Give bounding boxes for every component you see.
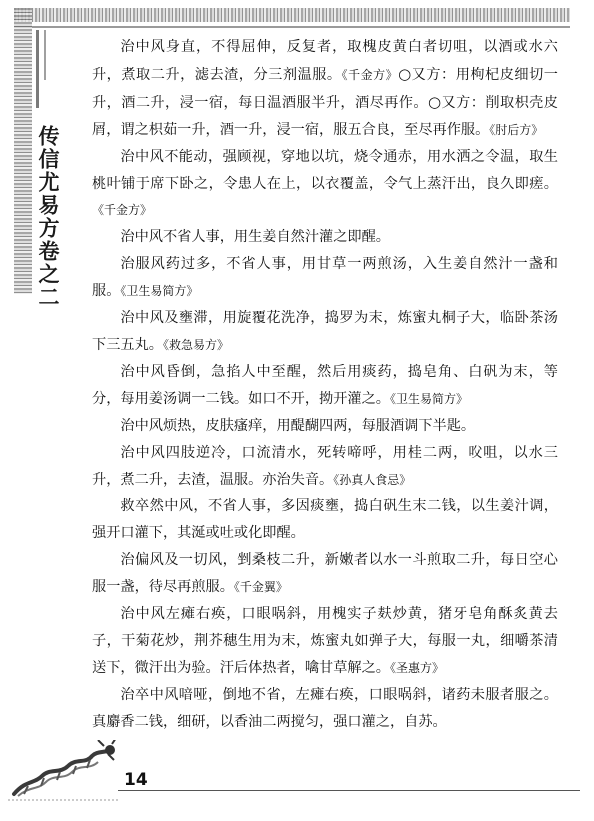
page-body bbox=[92, 34, 558, 736]
paragraph-text: 治中风及壅滞，用旋覆花洗净，捣罗为末，炼蜜丸桐子大，临卧茶汤下三五丸。 bbox=[92, 310, 558, 353]
prescription-paragraph bbox=[92, 251, 558, 305]
page-number: 14 bbox=[124, 770, 148, 790]
left-border-ornament bbox=[14, 8, 32, 294]
paragraph-text: 治服风药过多，不省人事，用甘草一两煎汤，入生姜自然汁一盏和服。 bbox=[92, 256, 558, 300]
prescription-paragraph bbox=[92, 224, 558, 251]
source-citation: 《圣惠方》 bbox=[389, 660, 444, 675]
source-citation: 《卫生易简方》 bbox=[120, 284, 199, 299]
footer-rule bbox=[118, 790, 580, 791]
paragraph-text: 治卒中风喑哑，倒地不省，左瘫右痪，口眼㖞斜，诸药未服者服之。真麝香二钱，细研，以香油二两搅匀，强口灌之，自苏。 bbox=[92, 686, 558, 730]
top-border-line bbox=[14, 26, 570, 28]
paragraph-text: 治中风不省人事，用生姜自然汁灌之即醒。 bbox=[120, 229, 390, 246]
paragraph-text: 治中风烦热，皮肤瘙痒，用醍醐四两，每服酒调下半匙。 bbox=[120, 417, 476, 434]
source-citation: 《肘后方》 bbox=[489, 122, 544, 137]
source-citation: 《千金方》 bbox=[92, 203, 153, 218]
paragraph-text: 治中风左瘫右痪，口眼㖞斜，用槐实子麸炒黄，猪牙皂角酥炙黄去子，干菊花炒，荆芥穗生用为末，炼蜜丸如弹子大，每服一丸，细嚼茶清送下，微汗出为验。汗后体热者，噙甘草解之。 bbox=[92, 606, 558, 676]
source-citation: 《救急易方》 bbox=[162, 337, 229, 352]
top-border-ornament bbox=[14, 8, 570, 22]
paragraph-text: 又方：用枸杞皮细切一升，酒二升，浸一宿，每日温酒服半升，酒尽再作。 bbox=[92, 66, 558, 111]
source-citation: 《千金方》 bbox=[341, 67, 399, 82]
paragraph-text: 治中风昏倒，急掐人中至醒，然后用痰药，捣皂角、白矾为末，等分，每用姜汤调一二钱。如口不开，拗开灌之。 bbox=[92, 363, 558, 407]
prescription-paragraph bbox=[92, 359, 558, 413]
prescription-paragraph bbox=[92, 493, 558, 547]
prescription-paragraph bbox=[92, 440, 558, 494]
prescription-paragraph bbox=[92, 601, 558, 682]
running-head-title: 传信尤易方卷之二 bbox=[36, 125, 60, 309]
paragraph-text: 治偏风及一切风，剉桑枝二升，新嫩者以水一斗煎取二升，每日空心服一盏，待尽再煎服。 bbox=[92, 552, 558, 596]
circle-separator-icon: ○ bbox=[428, 92, 442, 111]
left-border-rule-thin bbox=[44, 30, 46, 80]
left-border-rule bbox=[36, 30, 39, 108]
circle-separator-icon: ○ bbox=[398, 64, 412, 83]
source-citation: 《孙真人食忌》 bbox=[333, 472, 412, 487]
paragraph-text: 治中风不能动，强顾视，穿地以坑，烧令通赤，用水洒之令温，取生桃叶铺于席下卧之，令患人在上，以衣覆盖，令气上蒸汗出，良久即瘥。 bbox=[92, 148, 558, 192]
prescription-paragraph bbox=[92, 305, 558, 359]
prescription-paragraph bbox=[92, 144, 558, 225]
paragraph-text: 又方：削取枳壳皮屑，谓之枳茹一升，酒一升，浸一宿，服五合良，至尽再作服。 bbox=[92, 94, 558, 138]
prescription-paragraph bbox=[92, 413, 558, 440]
source-citation: 《千金翼》 bbox=[233, 580, 288, 595]
prescription-paragraph bbox=[92, 34, 558, 144]
paragraph-text: 治中风四肢逆冷，口流清水，死转啼呼，用桂二两，㕮咀，以水三升，煮二升，去渣，温服。亦治失音。 bbox=[92, 444, 558, 488]
source-citation: 《卫生易简方》 bbox=[389, 391, 468, 406]
paragraph-text: 救卒然中风，不省人事，多因痰壅，捣白矾生末二钱，以生姜汁调，强开口灌下，其涎或吐或化即醒。 bbox=[92, 498, 558, 542]
prescription-paragraph bbox=[92, 682, 558, 736]
prescription-paragraph bbox=[92, 547, 558, 601]
dragon-ornament-icon bbox=[8, 740, 120, 802]
paragraph-text: 治中风身直，不得屈伸，反复者，取槐皮黄白者切咀，以酒或水六升，煮取二升，滤去渣，分三剂温服。 bbox=[92, 39, 558, 83]
